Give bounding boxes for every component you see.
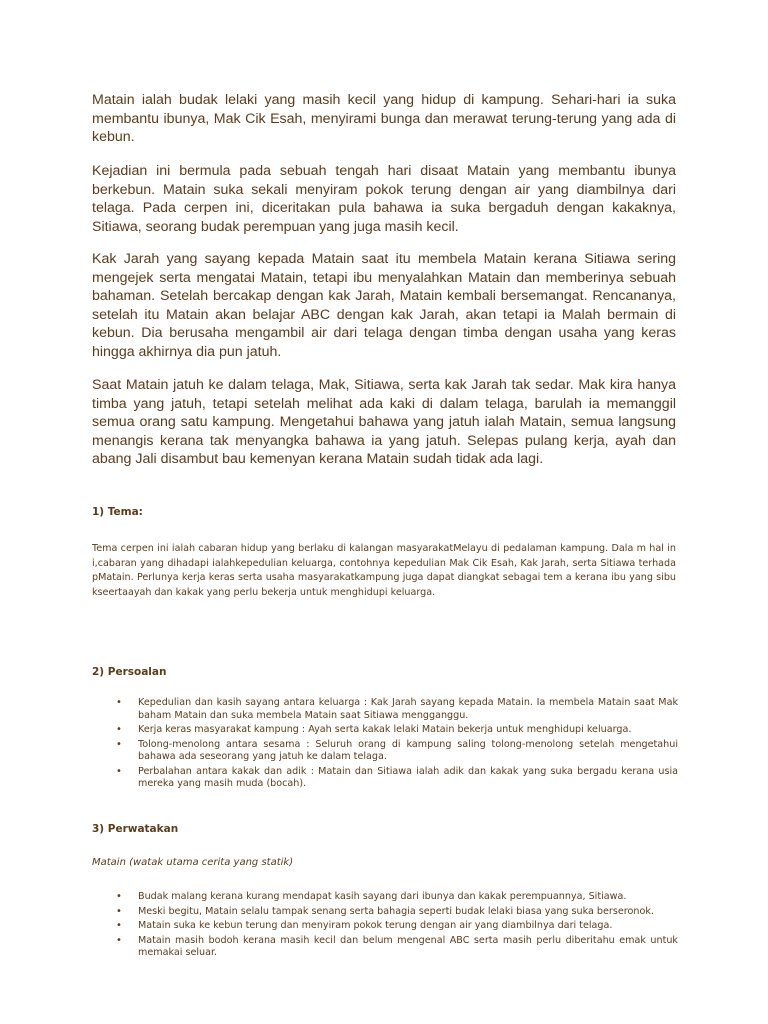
bullet-icon: • [116, 905, 122, 917]
list-item [92, 906, 678, 919]
list-item [92, 920, 678, 933]
bullet-icon: • [116, 697, 122, 708]
perwatakan-list [92, 891, 678, 962]
list-item [92, 891, 678, 904]
tema-text: Tema cerpen ini ialah cabaran hidup yang berlaku di kalangan masyarakatMelayu di pedalaman kampung. Dala m hal ini,cabaran yang dihadapi ialahkepedulian keluarga, contohnya kepedulian Mak Cik Esah, Kak Jarah, serta Sitiawa terhadapMatain. Perlunya kerja keras serta usaha masyarakatkampung juga dapat diangkat sebagai tem a kerana ibu yang sibukseertaayah dan kakak yang perlu bekerja untuk menghidupi keluarga. [92, 543, 676, 598]
persoalan-heading: 2) Persoalan [92, 666, 167, 678]
bullet-icon: • [116, 891, 122, 902]
list-item [92, 724, 678, 737]
list-item-text: Matain suka ke kebun terung dan menyiram pokok terung dengan air yang diambilnya dari telaga. [138, 920, 613, 931]
list-item-text: Matain masih bodoh kerana masih kecil dan belum mengenal ABC serta masih perlu diberitahu emak untuk memakai seluar. [138, 934, 678, 958]
list-item-text: Kepedulian dan kasih sayang antara keluarga : Kak Jarah sayang kepada Matain. Ia membela Matain saat Mak baham Matain dan suka membela Matain saat Sitiawa mengganggu. [138, 697, 678, 721]
summary-paragraph-1: Matain ialah budak lelaki yang masih kecil yang hidup di kampung. Sehari-hari ia suka membantu ibunya, Mak Cik Esah, menyirami bunga dan merawat terung-terung yang ada di kebun. [92, 92, 676, 145]
list-item-text: Tolong-menolong antara sesama : Seluruh orang di kampung saling tolong-menolong setelah mengetahui bahawa ada seseorang yang jatuh ke dalam telaga. [138, 738, 678, 762]
list-item [92, 739, 678, 764]
summary-paragraph-2: Kejadian ini bermula pada sebuah tengah hari disaat Matain yang membantu ibunya berkebun. Matain suka sekali menyiram pokok terung dengan air yang diambilnya dari telaga. Pada cerpen ini, diceritakan pula bahawa ia suka bergaduh dengan kakaknya, Sitiawa, seorang budak perempuan yang juga masih kecil. [92, 163, 676, 235]
list-item-text: Kerja keras masyarakat kampung : Ayah serta kakak lelaki Matain bekerja untuk menghidupi keluarga. [138, 724, 632, 735]
bullet-icon: • [116, 738, 122, 750]
perwatakan-heading: 3) Perwatakan [92, 823, 179, 835]
persoalan-list [92, 697, 678, 793]
summary-paragraph-3: Kak Jarah yang sayang kepada Matain saat itu membela Matain kerana Sitiawa sering mengejek serta mengatai Matain, tetapi ibu menyalahkan Matain dan memberinya sebuah bahaman. Setelah bercakap dengan kak Jarah, Matain kembali bersemangat. Rencananya, setelah itu Matain akan belajar ABC dengan kak Jarah, akan tetapi ia Malah bermain di kebun. Dia berusaha mengambil air dari telaga dengan timba dengan usaha yang keras hingga akhirnya dia pun jatuh. [92, 251, 676, 360]
bullet-icon: • [116, 765, 122, 777]
bullet-icon: • [116, 934, 122, 946]
list-item-text: Meski begitu, Matain selalu tampak senang serta bahagia seperti budak lelaki biasa yang suka berseronok. [138, 905, 654, 917]
summary-paragraph-4: Saat Matain jatuh ke dalam telaga, Mak, Sitiawa, serta kak Jarah tak sedar. Mak kira hanya timba yang jatuh, tetapi setelah melihat ada kaki di dalam telaga, barulah ia memanggil semua orang satu kampung. Mengetahui bahawa yang jatuh ialah Matain, semua langsung menangis kerana tak menyangka bahawa ia yang jatuh. Selepas pulang kerja, ayah dan abang Jali disambut bau kemenyan kerana Matain sudah tidak ada lagi. [92, 377, 676, 467]
list-item-text: Perbalahan antara kakak dan adik : Matain dan Sitiawa ialah adik dan kakak yang suka bergadu kerana usia mereka yang masih muda (bocah). [138, 765, 678, 789]
tema-heading: 1) Tema: [92, 506, 143, 518]
list-item [92, 935, 678, 960]
list-item [92, 766, 678, 791]
bullet-icon: • [116, 724, 122, 735]
list-item-text: Budak malang kerana kurang mendapat kasih sayang dari ibunya dan kakak perempuannya, Sitiawa. [138, 891, 627, 902]
list-item [92, 697, 678, 722]
perwatakan-subheading: Matain (watak utama cerita yang statik) [92, 857, 294, 868]
bullet-icon: • [116, 920, 122, 931]
